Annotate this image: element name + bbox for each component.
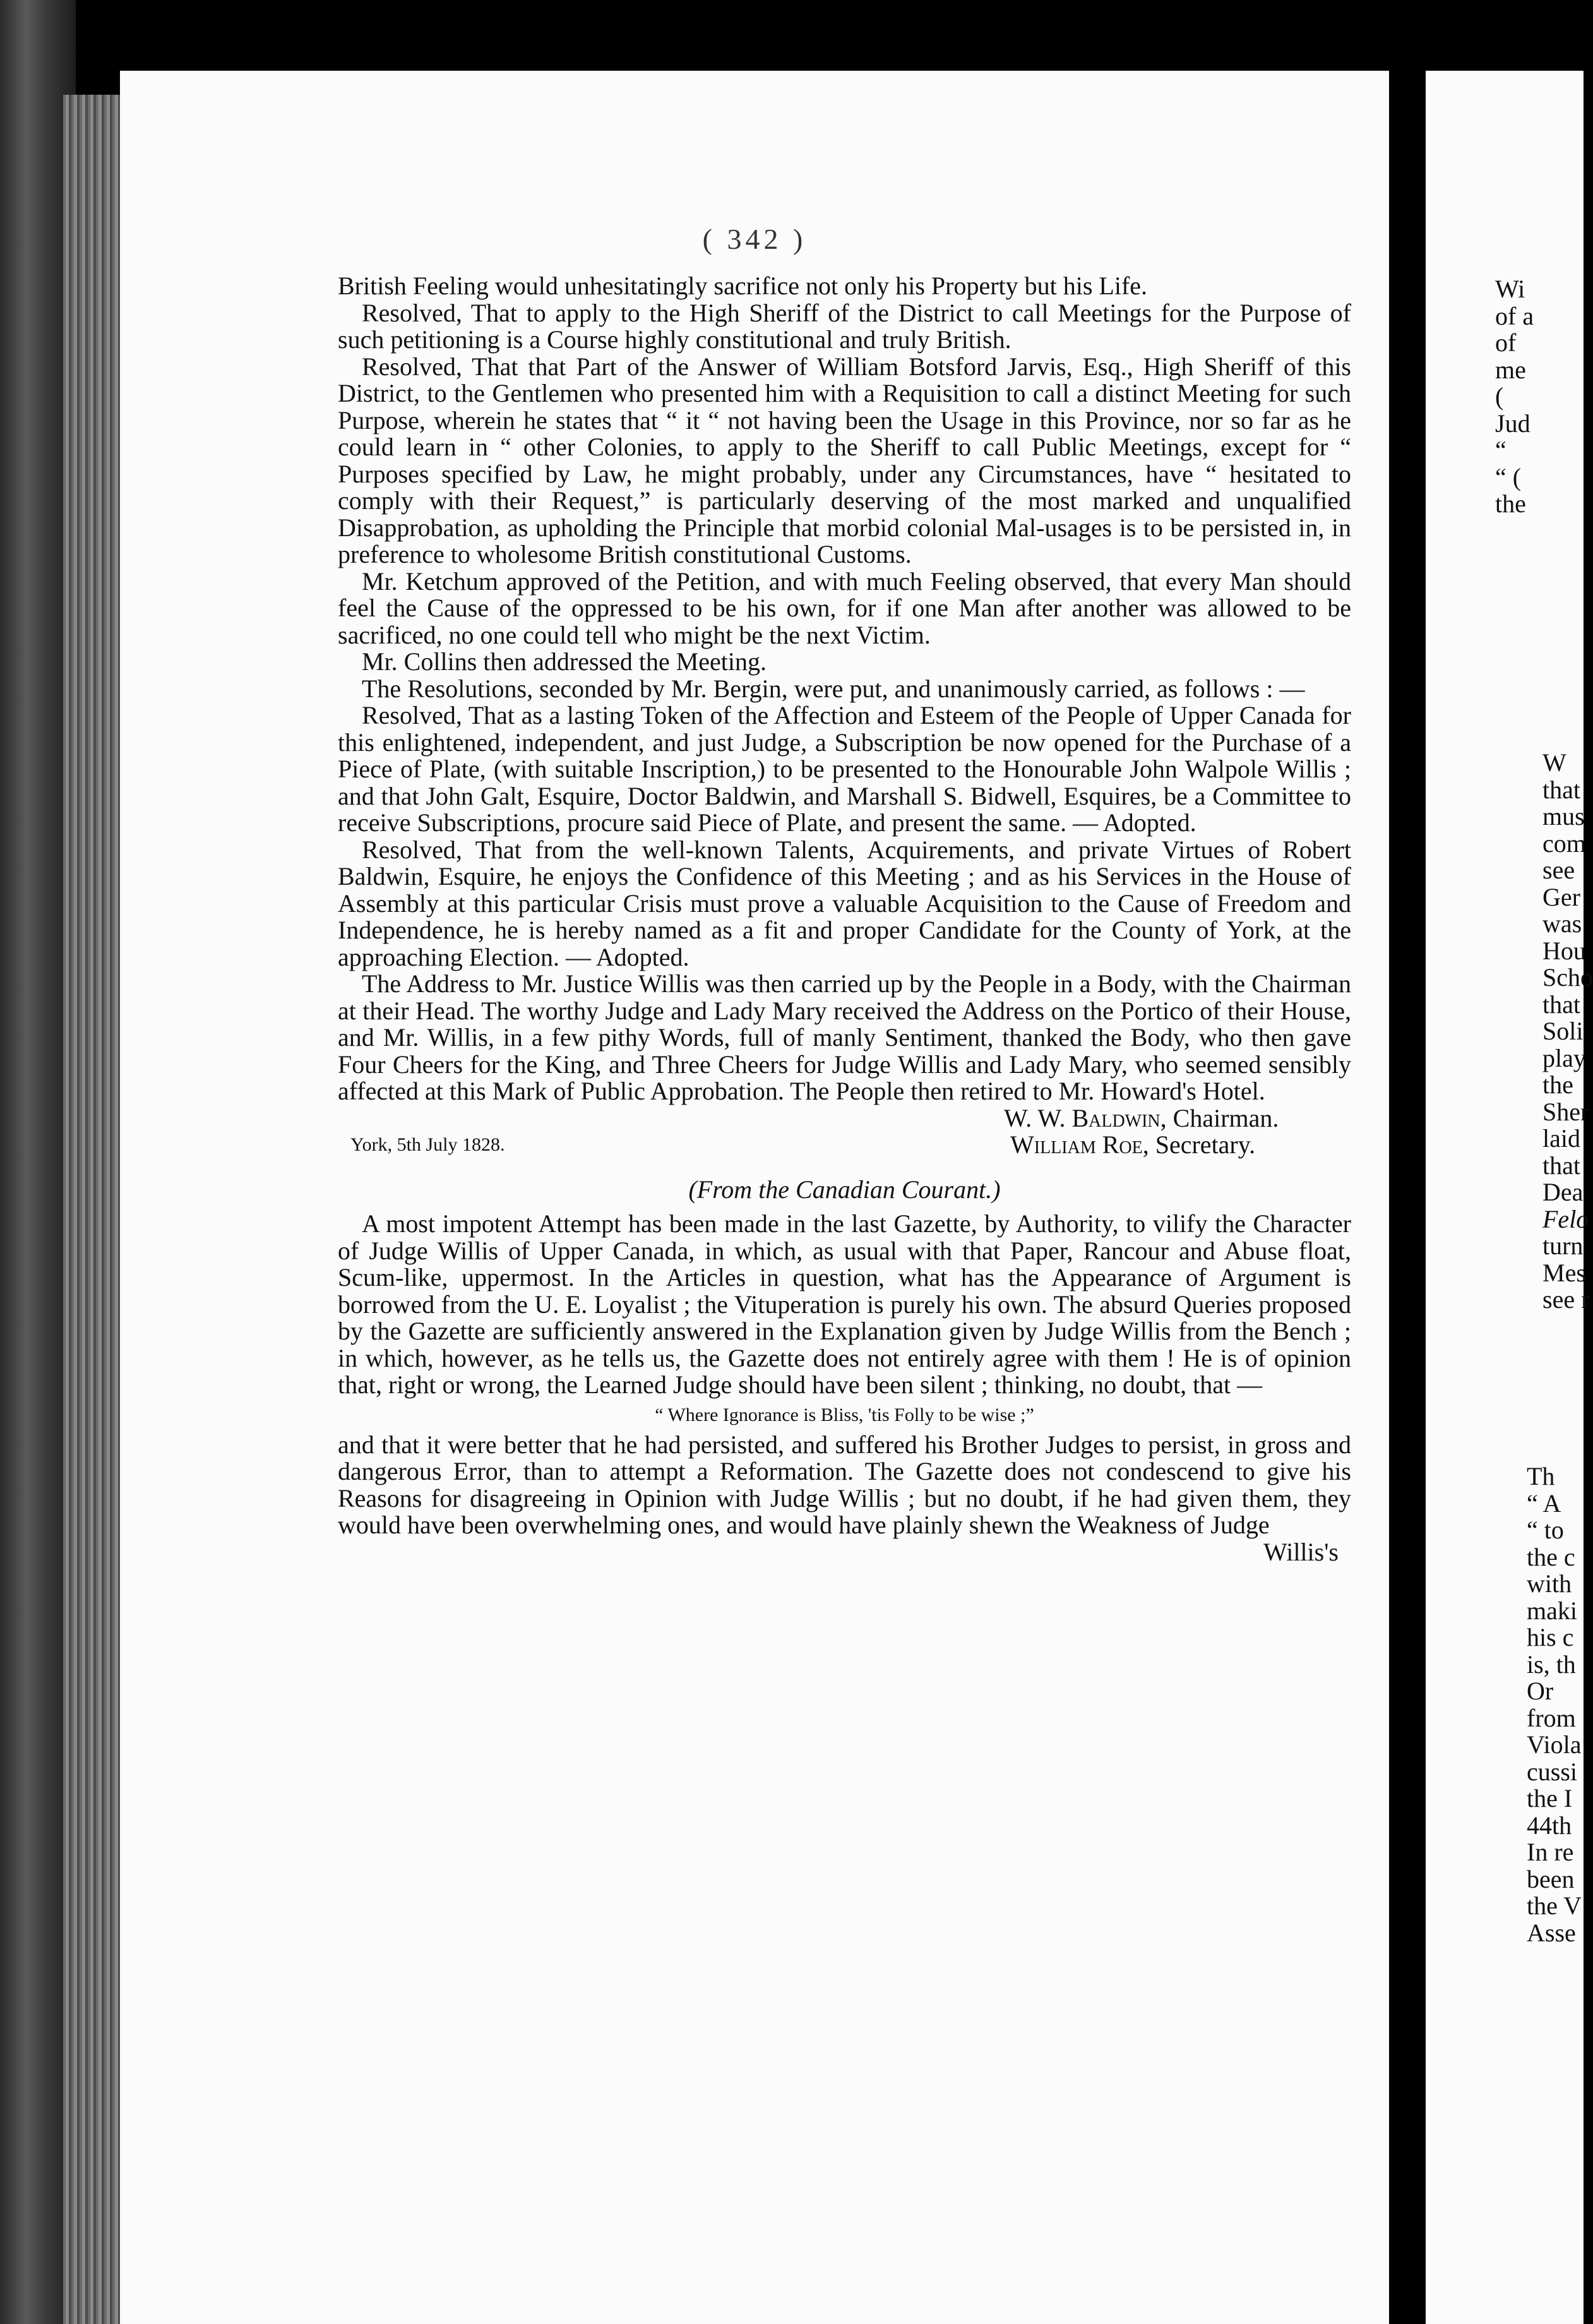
facing-page-line: Wi [1495, 275, 1525, 303]
paragraph: Mr. Ketchum approved of the Petition, and with much Feeling observed, that every Man should feel the Cause of the oppressed to be his own, for if one Man after another was allowed to be sacrificed, no one could tell who might be the next Victim. [338, 566, 1351, 649]
facing-page-line: the I [1527, 1784, 1573, 1812]
facing-page-line: that [1542, 775, 1580, 804]
facing-page-line: that [1542, 1151, 1580, 1180]
paragraph: Resolved, That that Part of the Answer of William Botsford Jarvis, Esq., High Sheriff of this District, to the Gentlemen who presented him with a Requisition to call a distinct Meeting for such Purpose, wherein he states that “ it “ not having been the Usage in this Province, nor so far as he could learn in “ other Colonies, to apply to the Sheriff to call Public Meetings, except for “ Purposes specified by Law, he might probably, under any Circumstances, have “ hesitated to comply with their Request,” is particularly deserving of the most marked and unqualified Disapprobation, as upholding the Principle that morbid colonial Mal-usages is to be persisted in, in preference to wholesome British constitutional Customs. [338, 352, 1351, 568]
facing-page-line: ( [1495, 382, 1504, 410]
facing-page-line: the [1495, 489, 1526, 518]
facing-page-line: 44th [1527, 1811, 1572, 1840]
paragraph: Resolved, That to apply to the High Sheriff of the District to call Meetings for the Purpose of such petitioning is a Course highly constitutional and truly British. [338, 298, 1351, 354]
document-page [120, 71, 1389, 2324]
secretary-name: William Roe, [1010, 1130, 1149, 1159]
facing-page-line: see r [1542, 1285, 1590, 1314]
paragraph: Resolved, That as a lasting Token of the Affection and Esteem of the People of Upper Canada for this enlightened, independent, and just Judge, a Subscription be now opened for the Purchase of a Piece of Plate, (with suitable Inscription,) to be presented to the Honourable John Walpole Willis ; and that John Galt, Esquire, Doctor Baldwin, and Marshall S. Bidwell, Esquires, be a Committee to receive Subscriptions, procure said Piece of Plate, and present the same. — Adopted. [338, 701, 1351, 837]
facing-page-line: of [1495, 328, 1517, 357]
chairman-signature [338, 1105, 1351, 1132]
page-number: ( 342 ) [702, 223, 807, 255]
facing-page-line: W [1542, 748, 1566, 777]
facing-page-line: “ [1495, 436, 1506, 464]
facing-page-line: com [1542, 829, 1586, 858]
facing-page-line: with [1527, 1569, 1572, 1598]
page-edges [63, 95, 120, 2324]
facing-page-line: from [1527, 1703, 1576, 1732]
source-heading: (From the Canadian Courant.) [688, 1175, 1001, 1204]
continuation-paragraph: and that it were better that he had persisted, and suffered his Brother Judges to persist, in gross and dangerous Error, than to attempt a Reformation. The Gazette does not condescend to give his Reasons for disagreeing in Opinion with Judge Willis ; but no doubt, if he had given them, they would have been overwhelming ones, and would have plainly shewn the Weakness of Judge [338, 1430, 1351, 1539]
facing-page-line: Jud [1495, 409, 1530, 438]
facing-page-line: Mes [1542, 1258, 1586, 1287]
facing-page-line: that [1542, 990, 1580, 1019]
facing-page-line: “ A [1527, 1488, 1561, 1518]
facing-page-line: turn [1542, 1231, 1584, 1260]
facing-page-line: “ to [1527, 1516, 1564, 1544]
facing-page-line: laid [1542, 1124, 1580, 1153]
facing-page-line: In re [1527, 1838, 1574, 1866]
paragraph: The Resolutions, seconded by Mr. Bergin, were put, and unanimously carried, as follows : — [362, 674, 1305, 703]
signature-line [338, 1132, 1351, 1159]
facing-page-line: was [1542, 909, 1582, 938]
paragraph: Resolved, That from the well-known Talents, Acquirements, and private Virtues of Robert Baldwin, Esquire, he enjoys the Confidence of this Meeting ; and as his Services in the House of Assembly at this particular Crisis must prove a valuable Acquisition to the Cause of Freedom and Independence, he is hereby named as a fit and proper Candidate for the County of York, at the approaching Election. — Adopted. [338, 835, 1351, 971]
facing-page-line: Hou [1542, 936, 1586, 965]
facing-page-line: maki [1527, 1596, 1577, 1625]
facing-page-line: Asse [1527, 1918, 1576, 1947]
facing-page-line: me [1495, 355, 1526, 384]
facing-page-line: of a [1495, 301, 1534, 330]
facing-page-line: Felo [1542, 1204, 1589, 1233]
catchword: Willis's [1263, 1537, 1339, 1566]
facing-page-line: “ ( [1495, 462, 1522, 491]
page-body [338, 273, 1351, 1566]
chairman-title: Chairman. [1166, 1103, 1279, 1132]
facing-page-line: Ger [1542, 882, 1580, 911]
paragraph: Mr. Collins then addressed the Meeting. [362, 647, 767, 676]
facing-page-line: see [1542, 856, 1575, 884]
facing-page-line: Or [1527, 1677, 1554, 1705]
facing-page-line: is, th [1527, 1650, 1576, 1679]
place-date: York, 5th July 1828. [350, 1134, 505, 1155]
facing-page-line: Viola [1527, 1730, 1582, 1759]
facing-page-line: Soli [1542, 1017, 1584, 1045]
facing-page-line: his c [1527, 1623, 1574, 1651]
facing-page-line: mus [1542, 802, 1585, 830]
facing-page-line: the c [1527, 1542, 1575, 1571]
quotation: “ Where Ignorance is Bliss, 'tis Folly to be wise ;” [655, 1404, 1034, 1425]
chairman-name: W. W. Baldwin, [1004, 1103, 1167, 1132]
paragraph: British Feeling would unhesitatingly sacrifice not only his Property but his Life. [338, 272, 1148, 300]
paragraph: The Address to Mr. Justice Willis was then carried up by the People in a Body, with the Chairman at their Head. The worthy Judge and Lady Mary received the Address on the Portico of their House, and Mr. Willis, in a few pithy Words, full of manly Sentiment, thanked the Body, who then gave Four Cheers for the King, and Three Cheers for Judge Willis and Lady Mary, who seemed sensibly affected at this Mark of Public Approbation. The People then retired to Mr. Howard's Hotel. [338, 969, 1351, 1105]
facing-page-line: Sher [1542, 1097, 1589, 1126]
facing-page-line: play [1542, 1043, 1586, 1072]
secretary-signature [1010, 1132, 1351, 1159]
facing-page-line: cussi [1527, 1757, 1577, 1786]
facing-page-line: Th [1527, 1462, 1555, 1490]
courant-paragraph: A most impotent Attempt has been made in the last Gazette, by Authority, to vilify the Character of Judge Willis of Upper Canada, in which, as usual with that Paper, Rancour and Abuse float, Scum-like, uppermost. In the Articles in question, what has the Appearance of Argument is borrowed from the U. E. Loyalist ; the Vituperation is purely his own. The absurd Queries proposed by the Gazette are sufficiently answered in the Explanation given by Judge Willis from the Bench ; in which, however, as he tells us, the Gazette does not entirely agree with them ! He is of opinion that, right or wrong, the Learned Judge should have been silent ; thinking, no doubt, that — [338, 1209, 1351, 1399]
facing-page-line: Dea [1542, 1178, 1584, 1206]
secretary-title: Secretary. [1149, 1130, 1256, 1159]
facing-page-line: been [1527, 1864, 1575, 1893]
facing-page-line: Scho [1542, 963, 1593, 991]
facing-page-line: the [1542, 1070, 1573, 1099]
facing-page-line: the V [1527, 1891, 1582, 1920]
facing-page [1426, 71, 1593, 2324]
